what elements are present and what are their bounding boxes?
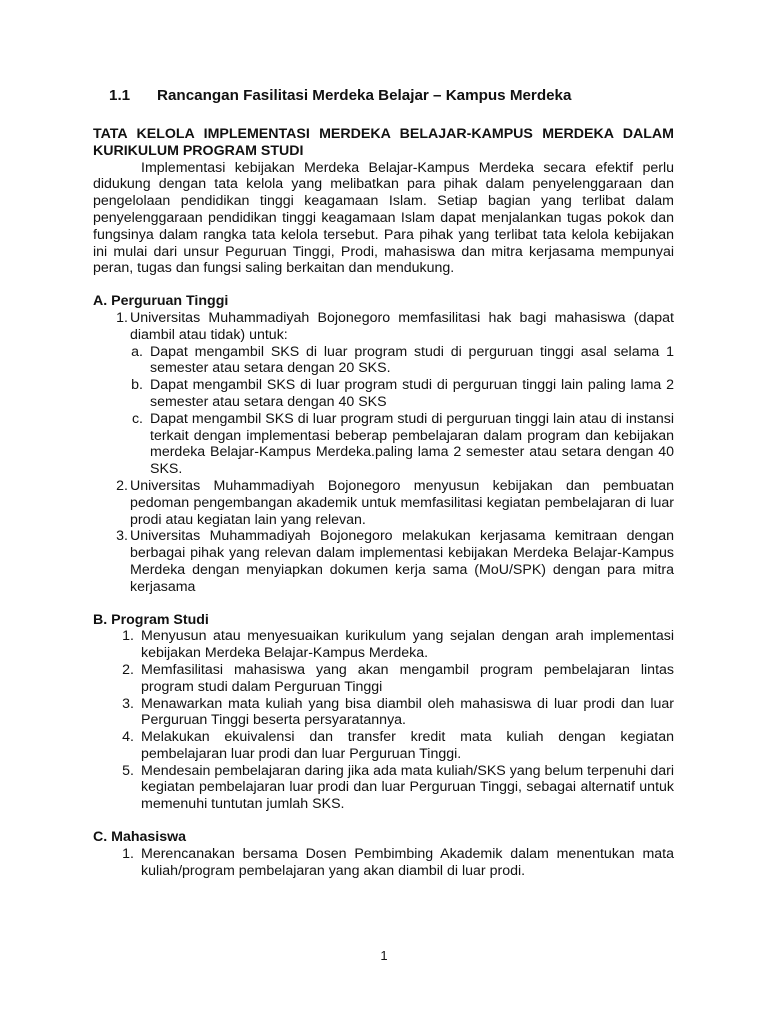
mahasiswa-list bbox=[93, 846, 674, 880]
sub-list-item bbox=[126, 377, 674, 411]
list-item-text: Menyusun atau menyesuaikan kurikulum yang sejalan dengan arah implementasi kebijakan Merdeka Belajar-Kampus Merdeka. bbox=[141, 628, 674, 662]
list-marker: 4. bbox=[122, 729, 134, 746]
list-marker: 1. bbox=[122, 628, 134, 645]
mahasiswa-heading: C. Mahasiswa bbox=[93, 829, 187, 846]
list-item bbox=[93, 662, 674, 696]
sub-list-marker: a. bbox=[131, 343, 143, 360]
list-marker: 3. bbox=[122, 695, 134, 712]
list-item-text: Universitas Muhammadiyah Bojonegoro melakukan kerjasama kemitraan dengan berbagai pihak yang relevan dalam implementasi kebijakan Merdeka Belajar-Kampus Merdeka dengan menyiapkan dokumen kerja sama (MoU/SPK) dengan para mitra kerjasama bbox=[130, 528, 674, 595]
program-studi-heading: B. Program Studi bbox=[93, 611, 209, 628]
page-content bbox=[93, 86, 674, 879]
list-item bbox=[93, 528, 674, 595]
intro-paragraph: Implementasi kebijakan Merdeka Belajar-Kampus Merdeka secara efektif perlu didukung dengan tata kelola yang melibatkan para pihak dalam penyelenggaraan dan pengelolaan pendidikan tinggi keagamaan Islam. Setiap bagian yang terlibat dalam penyelenggaraan pendidikan tinggi keagamaan Islam dapat menjalankan tugas pokok dan fungsinya dalam rangka tata kelola tersebut. Para pihak yang terlibat tata kelola kebijakan ini mulai dari unsur Peguruan Tinggi, Prodi, mahasiswa dan mitra kerjasama mempunyai peran, tugas dan fungsi saling berkaitan dan mendukung. bbox=[93, 159, 674, 277]
section-number: 1.1 bbox=[109, 87, 131, 104]
perguruan-tinggi-list bbox=[93, 310, 674, 596]
list-item-text: Universitas Muhammadiyah Bojonegoro menyusun kebijakan dan pembuatan pedoman pengembangan akademik untuk memfasilitasi kegiatan pembelajaran di luar prodi atau kegiatan lain yang relevan. bbox=[130, 477, 674, 528]
sub-list-item bbox=[126, 344, 674, 378]
document-heading: TATA KELOLA IMPLEMENTASI MERDEKA BELAJAR-KAMPUS MERDEKA DALAM KURIKULUM PROGRAM STUDI bbox=[93, 126, 674, 159]
list-item-text: Universitas Muhammadiyah Bojonegoro memfasilitasi hak bagi mahasiswa (dapat diambil atau tidak) untuk: bbox=[130, 309, 674, 343]
section-title-text: Rancangan Fasilitasi Merdeka Belajar – Kampus Merdeka bbox=[157, 87, 572, 104]
list-marker: 5. bbox=[122, 762, 134, 779]
list-item bbox=[93, 310, 674, 478]
page-number: 1 bbox=[380, 948, 388, 963]
sub-list-item-text: Dapat mengambil SKS di luar program studi di perguruan tinggi asal selama 1 semester atau setara dengan 20 SKS. bbox=[150, 343, 674, 377]
list-marker: 2. bbox=[122, 661, 134, 678]
list-item bbox=[93, 729, 674, 763]
sub-list-marker: c. bbox=[131, 410, 143, 427]
perguruan-tinggi-heading: A. Perguruan Tinggi bbox=[93, 293, 229, 310]
sub-list-item-text: Dapat mengambil SKS di luar program studi di perguruan tinggi lain paling lama 2 semester atau setara dengan 40 SKS bbox=[150, 377, 674, 410]
list-marker: 3. bbox=[116, 528, 128, 545]
list-item-text: Mendesain pembelajaran daring jika ada mata kuliah/SKS yang belum terpenuhi dari kegiatan pembelajaran luar prodi dan luar Perguruan Tinggi, sebagai alternatif untuk memenuhi tuntutan jumlah SKS. bbox=[141, 762, 674, 813]
list-item-text: Merencanakan bersama Dosen Pembimbing Akademik dalam menentukan mata kuliah/program pembelajaran yang akan diambil di luar prodi. bbox=[141, 845, 674, 879]
sub-list-marker: b. bbox=[131, 377, 143, 394]
list-marker: 1. bbox=[116, 309, 128, 326]
list-item bbox=[93, 628, 674, 662]
list-marker: 2. bbox=[116, 477, 128, 494]
list-item bbox=[93, 846, 674, 880]
section-title bbox=[109, 86, 674, 106]
list-item-text: Melakukan ekuivalensi dan transfer kredit mata kuliah dengan kegiatan pembelajaran luar prodi dan luar Perguruan Tinggi. bbox=[141, 729, 674, 762]
list-marker: 1. bbox=[122, 845, 134, 862]
list-item bbox=[93, 696, 674, 730]
sub-list-item-text: Dapat mengambil SKS di luar program studi di perguruan tinggi lain atau di instansi terkait dengan implementasi beberap pembelajaran dalam program dan kebijakan merdeka Belajar-Kampus Merdeka.paling lama 2 semester atau setara dengan 40 SKS. bbox=[150, 410, 674, 478]
sub-list-item bbox=[126, 411, 674, 478]
sub-list bbox=[126, 344, 674, 478]
list-item bbox=[93, 478, 674, 528]
program-studi-list bbox=[93, 628, 674, 813]
list-item-text: Memfasilitasi mahasiswa yang akan mengambil program pembelajaran lintas program studi dalam Perguruan Tinggi bbox=[141, 661, 674, 695]
list-item bbox=[93, 763, 674, 813]
list-item-text: Menawarkan mata kuliah yang bisa diambil oleh mahasiswa di luar prodi dan luar Perguruan Tinggi beserta persyaratannya. bbox=[141, 695, 674, 729]
